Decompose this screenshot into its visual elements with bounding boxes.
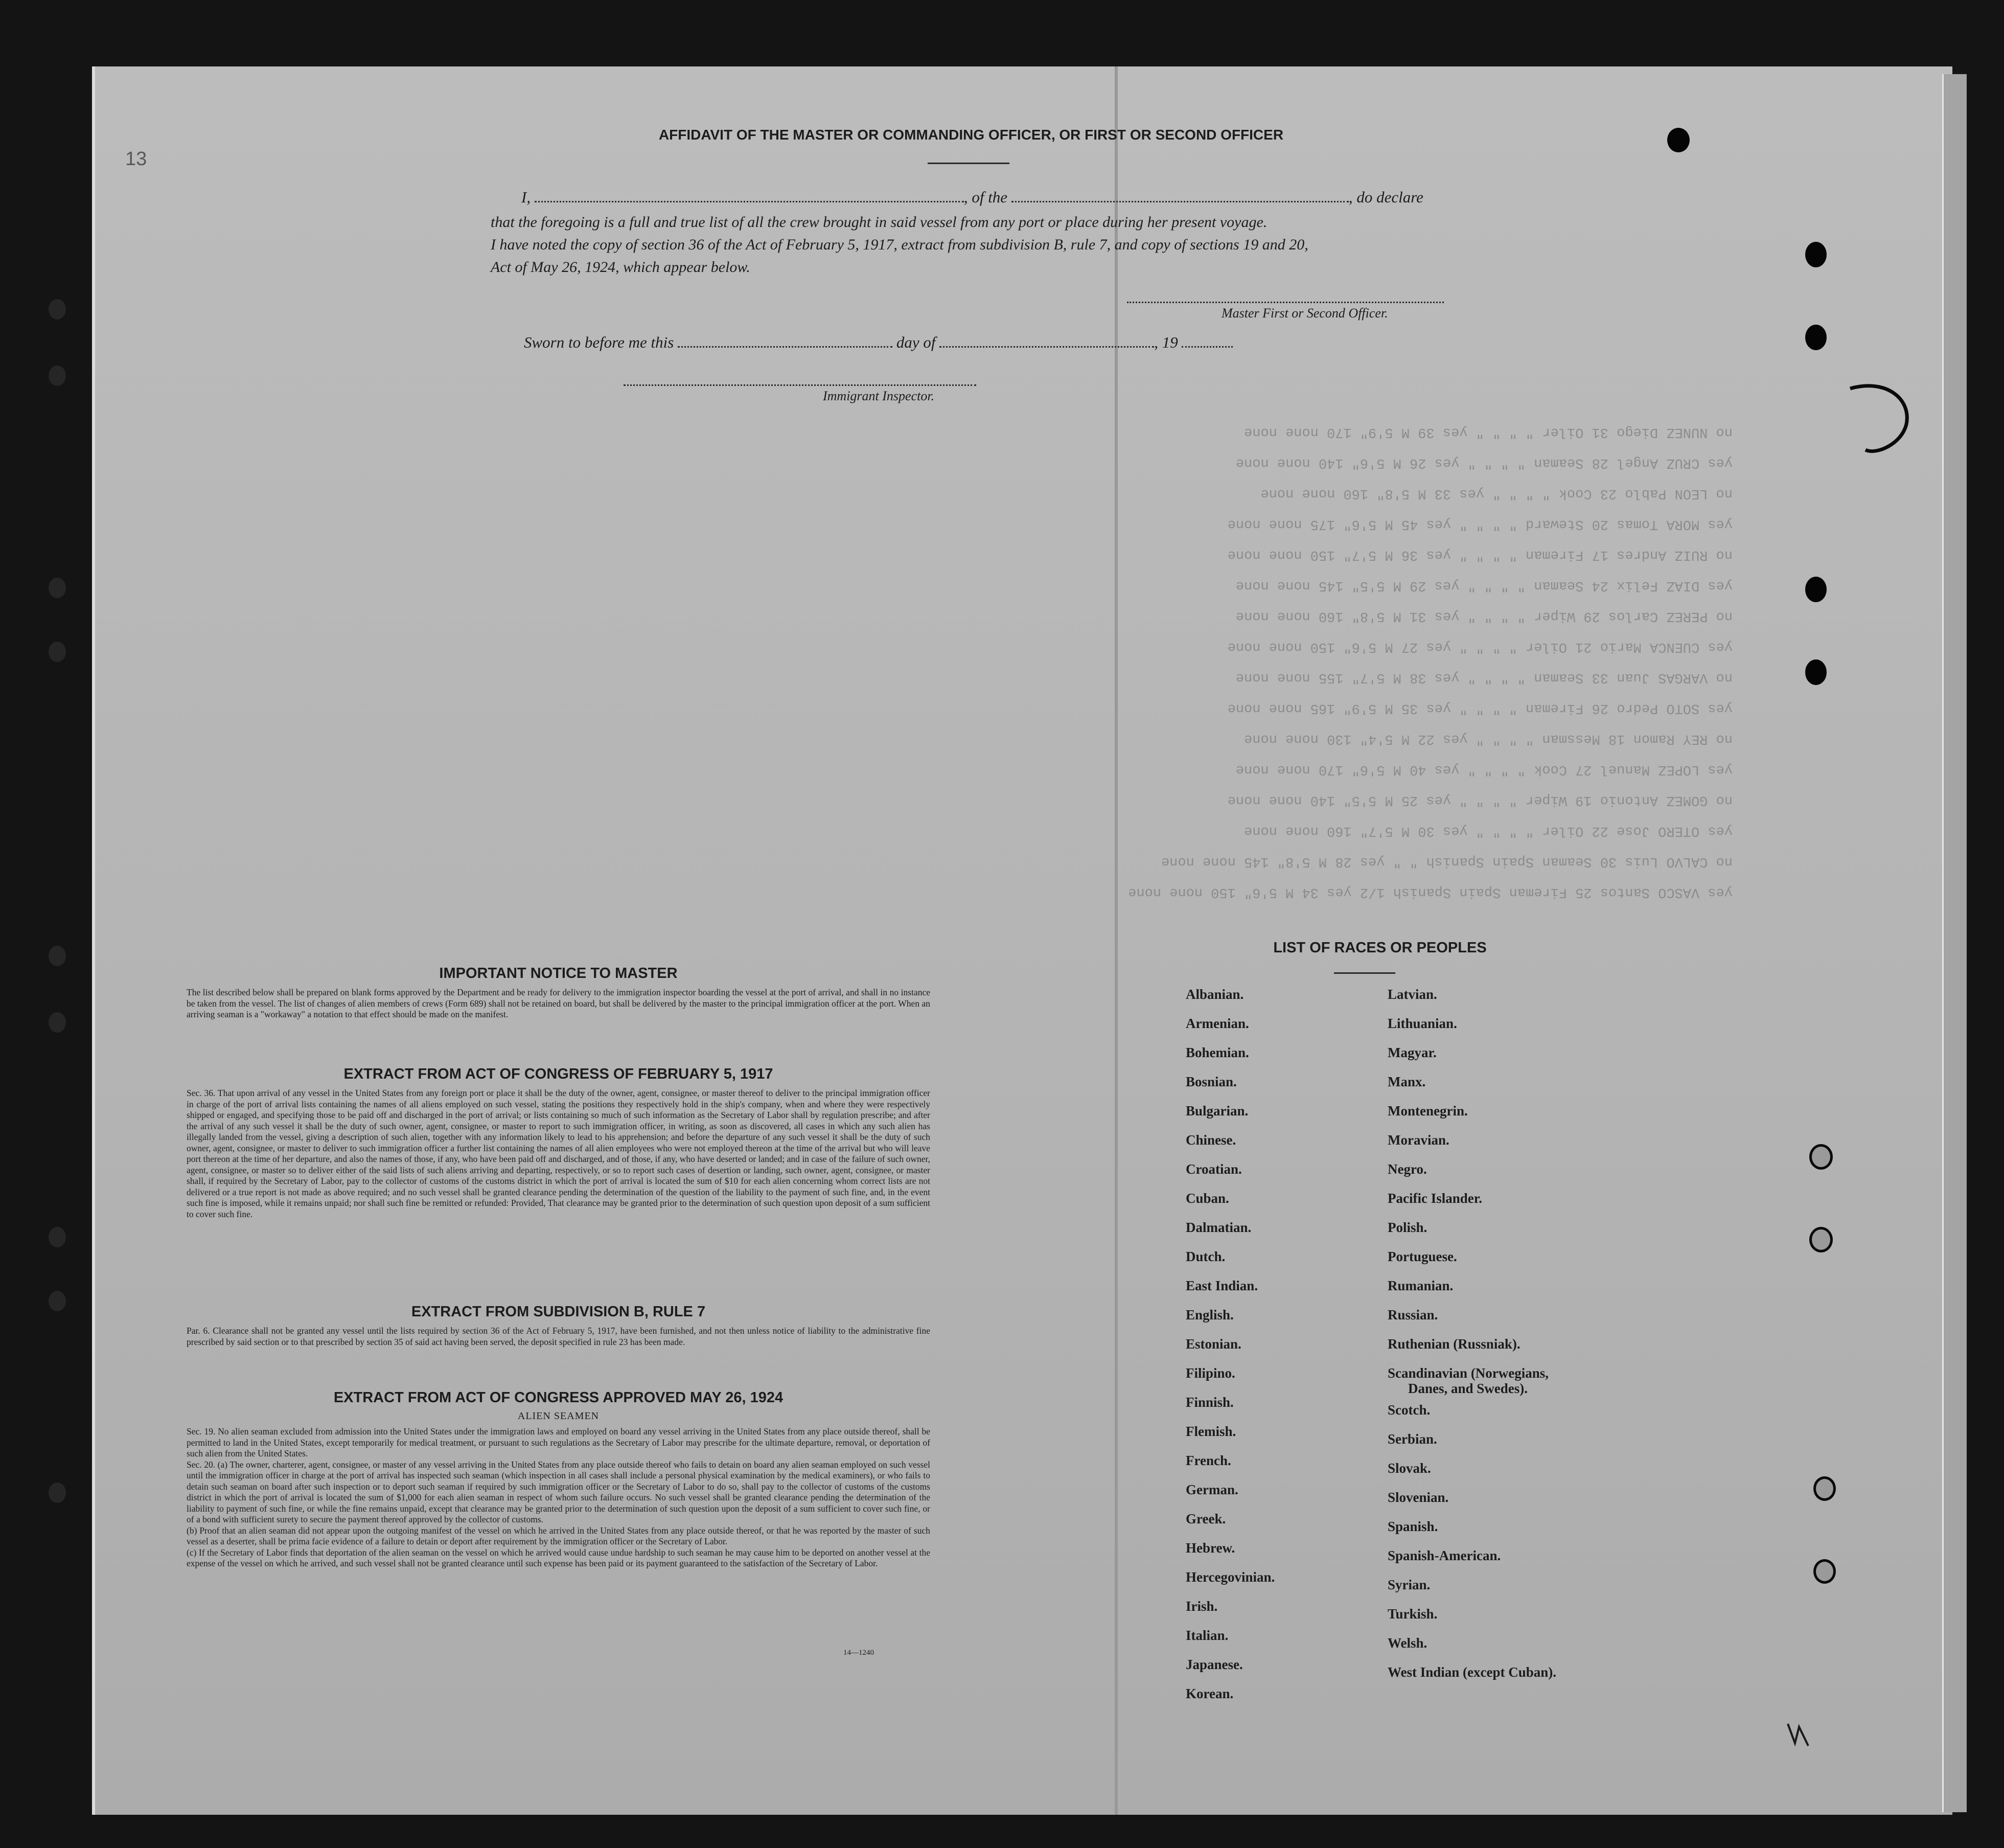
- races-title: LIST OF RACES OR PEOPLES: [1273, 940, 1487, 956]
- affidavit-line1: [521, 188, 1423, 207]
- race-item: Latvian.: [1388, 987, 1437, 1002]
- title-underline: [928, 163, 1009, 164]
- sec20a-text: Sec. 20. (a) The owner, charterer, agent, consignee, or master of any vessel arriving in the United States from any place outside thereof who fails to detain on board any alien seaman employed on such vessel until the immigration officer in charge at the port of arrival has inspected such seaman (which inspection in all cases shall include a personal physical examination by the medical examiners), or who fails to detain such seaman on board after such inspection or to deport such seaman if required by such immigration officer or the Secretary of Labor to do so, shall pay to the collector of customs of the customs district in which the port of arrival is located the sum of $1,000 for each alien seaman in respect of whom such failure occurs. No such vessel shall be granted clearance pending the determination of the liability to payment of such fine, or while the fine remains unpaid, except that clearance may be granted prior to the determination of such question upon the deposit of a sum sufficient to cover such fine, or of a bond with sufficient surety to secure the payment thereof approved by the collector of customs.: [187, 1459, 930, 1524]
- race-item: Bohemian.: [1186, 1045, 1249, 1060]
- race-item: Spanish.: [1388, 1519, 1438, 1534]
- rule7-title: EXTRACT FROM SUBDIVISION B, RULE 7: [411, 1304, 706, 1320]
- binder-hole-mark: [49, 642, 66, 662]
- race-item: Lithuanian.: [1388, 1016, 1457, 1031]
- race-item: Montenegrin.: [1388, 1103, 1468, 1119]
- binder-hole-mark: [49, 946, 66, 966]
- extract-1924-title: EXTRACT FROM ACT OF CONGRESS APPROVED MAY 26, 1924: [333, 1389, 784, 1406]
- punch-hole: [1667, 128, 1690, 152]
- race-item: Italian.: [1186, 1628, 1229, 1643]
- race-item: West Indian (except Cuban).: [1388, 1664, 1557, 1680]
- race-item: Finnish.: [1186, 1395, 1234, 1410]
- name-field[interactable]: [535, 201, 964, 202]
- race-item: Moravian.: [1388, 1132, 1449, 1148]
- race-item: Estonian.: [1186, 1336, 1241, 1352]
- race-item: Albanian.: [1186, 987, 1244, 1002]
- affidavit-title: AFFIDAVIT OF THE MASTER OR COMMANDING OFFICER, OR FIRST OR SECOND OFFICER: [658, 127, 1284, 143]
- sec19-text: Sec. 19. No alien seaman excluded from admission into the United States under the immigration laws and employed on board any vessel arriving in the United States from any place outside thereof, shall be permitted to land in the United States, except temporarily for medical treatment, or pursuant to such regulations as the Secretary of Labor may prescribe for the ultimate departure, removal, or deportation of such alien from the United States.: [187, 1426, 930, 1458]
- affidavit-line2: that the foregoing is a full and true list of all the crew brought in said vessel from any port or place during her present voyage.: [491, 214, 1268, 231]
- rule7-section: [187, 1304, 930, 1348]
- races-left-column: [1186, 987, 1275, 1715]
- punch-hole: [1805, 659, 1827, 685]
- race-item: Dalmatian.: [1186, 1220, 1252, 1235]
- alien-seamen-subtitle: ALIEN SEAMEN: [517, 1410, 600, 1422]
- race-item: Scotch.: [1388, 1402, 1431, 1418]
- race-item: Rumanian.: [1388, 1278, 1454, 1293]
- extract-1917-text: Sec. 36. That upon arrival of any vessel in the United States from any foreign port or place it shall be the duty of the owner, agent, consignee, or master thereof to deliver to the principal immigration officer in charge of the port of arrival lists containing the names of all aliens employed on such vessel, stating the positions they respectively hold in the ship's company, when and where they were respectively shipped or engaged, and specifying those to be paid off and discharged in the port of arrival; or lists containing so much of such information as the Secretary of Labor shall by regulation prescribe; and after the arrival of any such vessel it shall be the duty of such owner, agent, consignee, or master to report to such immigration officer, in writing, as soon as discovered, all cases in which any such alien has illegally landed from the vessel, giving a description of such alien, together with any information likely to lead to his apprehension; and before the departure of any such vessel it shall be the duty of such owner, agent, consignee, or master to deliver to such immigration officer a further list containing the names of all alien employees who were not employed thereon at the time of the arrival but who will leave port thereon at the time of her departure, and also the names of those, if any, who have been paid off and discharged, and of those, if any, who have deserted or landed; and in case of the failure of such owner, agent, consignee, or master so to deliver either of the said lists of such aliens arriving and departing, respectively, or so to report such cases of desertion or landing, such owner, agent, consignee, or master shall, if required by the Secretary of Labor, pay to the collector of customs of the customs district in which the port of arrival is located the sum of $10 for each alien concerning whom correct lists are not delivered or a true report is not made as above required; and no such vessel shall be granted clearance pending the determination of the question of the liability to the payment of such fine, and, in the event such fine is imposed, while it remains unpaid; nor shall such fine be remitted or refunded: Provided, That clearance may be granted prior to the determination of such question upon deposit of a sum sufficient to cover such fine.: [187, 1088, 930, 1219]
- race-item: Negro.: [1388, 1161, 1427, 1177]
- inspector-signature-line[interactable]: [624, 384, 976, 386]
- race-item: Hebrew.: [1186, 1540, 1235, 1556]
- race-item: Korean.: [1186, 1686, 1234, 1701]
- master-signature-line[interactable]: [1127, 302, 1444, 303]
- races-title-underline: [1334, 972, 1395, 974]
- affidavit-line4: Act of May 26, 1924, which appear below.: [491, 259, 750, 276]
- inspector-label: Immigrant Inspector.: [823, 389, 935, 403]
- punch-hole: [1813, 1559, 1836, 1584]
- punch-hole: [1813, 1476, 1836, 1501]
- punch-hole: [1809, 1144, 1833, 1170]
- binder-hole-mark: [49, 1012, 66, 1033]
- form-number: 14—1240: [843, 1649, 874, 1657]
- do-declare-label: , do declare: [1348, 188, 1423, 206]
- page-edge: [1942, 74, 1967, 1812]
- race-item: Manx.: [1388, 1074, 1426, 1089]
- race-item: Chinese.: [1186, 1132, 1236, 1148]
- race-item: Turkish.: [1388, 1606, 1438, 1622]
- race-item: Portuguese.: [1388, 1249, 1457, 1264]
- race-item: German.: [1186, 1482, 1238, 1497]
- race-item: Russian.: [1388, 1307, 1438, 1322]
- race-item: French.: [1186, 1453, 1231, 1468]
- race-item: Irish.: [1186, 1599, 1218, 1614]
- race-item: Pacific Islander.: [1388, 1191, 1482, 1206]
- extract-1924-section: [187, 1389, 930, 1569]
- sworn-label: Sworn to before me this: [524, 333, 674, 351]
- race-item: Slovak.: [1388, 1461, 1431, 1476]
- page-fold: [1115, 66, 1118, 1815]
- year-label: , 19: [1154, 333, 1178, 351]
- sworn-year-field[interactable]: [1182, 346, 1233, 348]
- binder-hole-mark: [49, 1482, 66, 1503]
- punch-hole: [1805, 242, 1827, 267]
- race-item: Polish.: [1388, 1220, 1427, 1235]
- vessel-field[interactable]: [1011, 201, 1349, 202]
- race-item: Dutch.: [1186, 1249, 1226, 1264]
- master-signature-label: Master First or Second Officer.: [1222, 306, 1388, 321]
- race-item: Ruthenian (Russniak).: [1388, 1336, 1521, 1352]
- binder-hole-mark: [49, 578, 66, 598]
- race-item: Greek.: [1186, 1511, 1226, 1526]
- race-item: Syrian.: [1388, 1577, 1431, 1592]
- i-label: I,: [521, 188, 531, 206]
- race-item: Japanese.: [1186, 1657, 1243, 1672]
- sec20b-text: (b) Proof that an alien seaman did not appear upon the outgoing manifest of the vessel on which he arrived in the United States from any place outside thereof, or that he was reported by the master of such vessel as a deserter, shall be prima facie evidence of a failure to detain or deport after requirement by the immigration officer or the Secretary of Labor.: [187, 1525, 930, 1546]
- punch-hole: [1809, 1227, 1833, 1252]
- race-item: Magyar.: [1388, 1045, 1437, 1060]
- pen-loop-mark: [1845, 378, 1917, 460]
- race-item: Slovenian.: [1388, 1490, 1449, 1505]
- bleed-through-text: yes VASCO Santos 25 Fireman Spain Spanish 1/2 yes 34 M 5'6" 150 none none no CALVO Luis 30 Seaman Spain Spanish " " yes 28 M 5'8" 145 none none yes OTERO Jose 22 Oiler " " " " yes 30 M 5'7" 160 none none no GOMEZ Antonio 19 Wiper " " " " yes 25 M 5'5" 140 none none yes LOPEZ Manuel 27 Cook " " " " yes 40 M 5'6" 170 none none no REY Ramon 18 Messman " " " " yes 22 M 5'4" 130 none none yes SOTO Pedro 26 Fireman " " " " yes 35 M 5'9" 165 none none no VARGAS Juan 33 Seaman " " " " yes 38 M 5'7" 155 none none yes CUENCA Mario 21 Oiler " " " " yes 27 M 5'6" 150 none none no PEREZ Carlos 29 Wiper " " " " yes 31 M 5'8" 160 none none yes DIAZ Felix 24 Seaman " " " " yes 29 M 5'5" 145 none none no RUIZ Andres 17 Fireman " " " " yes 36 M 5'7" 150 none none yes MORA Tomas 20 Steward " " " " yes 45 M 5'6" 175 none none no LEON Pablo 23 Cook " " " " yes 33 M 5'8" 160 none none yes CRUZ Angel 28 Seaman " " " " yes 26 M 5'6" 140 none none no NUNEZ Diego 31 Oiler " " " " yes 39 M 5'9" 170 none none: [1128, 424, 1733, 900]
- race-item: Armenian.: [1186, 1016, 1249, 1031]
- punch-hole: [1805, 577, 1827, 602]
- race-item: Danes, and Swedes).: [1408, 1381, 1528, 1396]
- side-mark: 13: [125, 148, 147, 170]
- race-item: Scandinavian (Norwegians,: [1388, 1365, 1549, 1381]
- sworn-day-field[interactable]: [678, 346, 892, 348]
- notice-title: IMPORTANT NOTICE TO MASTER: [439, 965, 678, 982]
- binder-hole-mark: [49, 1291, 66, 1311]
- binder-hole-mark: [49, 1227, 66, 1247]
- binder-hole-mark: [49, 366, 66, 386]
- races-right-column: [1388, 987, 1556, 1694]
- sworn-month-field[interactable]: [939, 346, 1154, 348]
- race-item: Serbian.: [1388, 1431, 1437, 1447]
- race-item: Cuban.: [1186, 1191, 1229, 1206]
- race-item: Welsh.: [1388, 1635, 1427, 1651]
- race-item: Bulgarian.: [1186, 1103, 1249, 1119]
- race-item: Bosnian.: [1186, 1074, 1237, 1089]
- race-item: Flemish.: [1186, 1424, 1236, 1439]
- race-item: Croatian.: [1186, 1161, 1242, 1177]
- race-item: Filipino.: [1186, 1365, 1235, 1381]
- sworn-line: [524, 333, 1233, 352]
- race-item: English.: [1186, 1307, 1234, 1322]
- extract-1917-title: EXTRACT FROM ACT OF CONGRESS OF FEBRUARY 5, 1917: [343, 1066, 773, 1082]
- day-of-label: day of: [896, 333, 936, 351]
- race-item: Spanish-American.: [1388, 1548, 1501, 1563]
- race-item: East Indian.: [1186, 1278, 1258, 1293]
- extract-1917-section: [187, 1066, 930, 1220]
- check-mark: [1784, 1718, 1814, 1753]
- race-item: Hercegovinian.: [1186, 1569, 1275, 1585]
- notice-text: The list described below shall be prepared on blank forms approved by the Department and be ready for delivery to the immigration inspector boarding the vessel at the port of arrival, and shall in no instance be taken from the vessel. The list of changes of alien members of crews (Form 689) shall not be retained on board, but shall be delivered by the master to the principal immigration officer at the port. When an arriving seaman is a "workaway" a notation to that effect should be made on the manifest.: [187, 987, 930, 1019]
- punch-hole: [1805, 325, 1827, 350]
- of-the-label: , of the: [963, 188, 1008, 206]
- notice-section: [187, 965, 930, 1020]
- affidavit-line3: I have noted the copy of section 36 of the Act of February 5, 1917, extract from subdivision B, rule 7, and copy of sections 19 and 20,: [491, 236, 1308, 253]
- binder-hole-mark: [49, 299, 66, 320]
- rule7-text: Par. 6. Clearance shall not be granted any vessel until the lists required by section 36 of the Act of February 5, 1917, have been furnished, and not then unless notice of liability to the administrative fine prescribed by said section or to that prescribed by section 35 of said act having been served, the deposit specified in rule 23 has been made.: [187, 1326, 930, 1347]
- sec20c-text: (c) If the Secretary of Labor finds that deportation of the alien seaman on the vessel on which he arrived would cause undue hardship to such seaman he may cause him to be deported on another vessel at the expense of the vessel on which he arrived, and such vessel shall not be granted clearance until such expense has been paid or its payment guaranteed to the satisfaction of the Secretary of Labor.: [187, 1547, 930, 1568]
